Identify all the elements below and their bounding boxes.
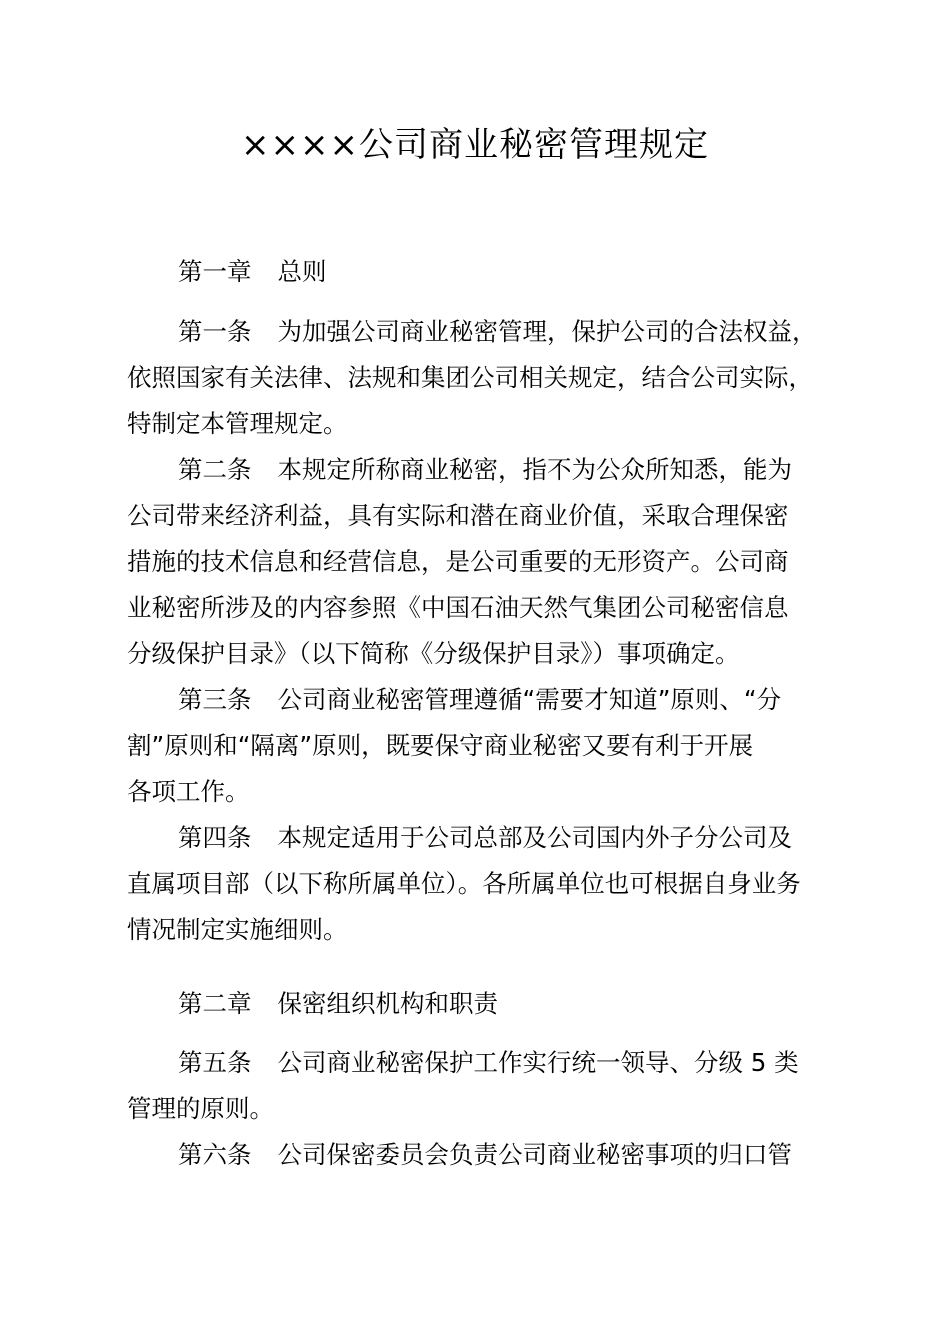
document-title: ××××公司商业秘密管理规定: [241, 125, 709, 165]
article-line: 措施的技术信息和经营信息，是公司重要的无形资产。公司商: [127, 547, 789, 576]
article-label: 第四条: [178, 823, 252, 852]
article-text: 本规定适用于公司总部及公司国内外子分公司及: [277, 823, 792, 852]
article-text: 公司商业秘密保护工作实行统一领导、分级 5 类: [277, 1048, 799, 1077]
article-line: 特制定本管理规定。: [127, 409, 348, 438]
article-line: 管理的原则。: [127, 1094, 274, 1123]
article-line: 各项工作。: [127, 777, 250, 806]
article-line: 公司带来经济利益，具有实际和潜在商业价值，采取合理保密: [127, 501, 789, 530]
article-line: 业秘密所涉及的内容参照《中国石油天然气集团公司秘密信息: [127, 593, 789, 622]
article-text: 本规定所称商业秘密，指不为公众所知悉，能为: [277, 455, 792, 484]
article-line: 情况制定实施细则。: [127, 915, 348, 944]
chapter-title: 保密组织机构和职责: [277, 989, 498, 1018]
article-line: 直属项目部（以下称所属单位）。各所属单位也可根据自身业务: [127, 869, 801, 898]
chapter-label: 第二章: [178, 989, 252, 1018]
article-line: [178, 447, 792, 493]
article-line: 分级保护目录》（以下简称《分级保护目录》）事项确定。: [127, 639, 740, 668]
chapter-heading: [178, 981, 498, 1027]
article-text: 公司保密委员会负责公司商业秘密事项的归口管: [277, 1140, 792, 1169]
article-text: 公司商业秘密管理遵循“需要才知道”原则、“分: [277, 685, 782, 714]
article-label: 第三条: [178, 685, 252, 714]
article-label: 第一条: [178, 317, 252, 346]
article-label: 第二条: [178, 455, 252, 484]
article-label: 第五条: [178, 1048, 252, 1077]
article-label: 第六条: [178, 1140, 252, 1169]
article-line: [178, 309, 817, 355]
article-line: [178, 677, 781, 723]
article-line: 割”原则和“隔离”原则，既要保守商业秘密又要有利于开展: [127, 731, 754, 760]
chapter-title: 总则: [277, 257, 327, 286]
chapter-label: 第一章: [178, 257, 252, 286]
chapter-heading: [178, 249, 327, 295]
article-line: [178, 815, 792, 861]
article-line: [178, 1040, 799, 1086]
article-text: 为加强公司商业秘密管理，保护公司的合法权益，: [277, 317, 817, 346]
article-line: 依照国家有关法律、法规和集团公司相关规定，结合公司实际，: [127, 363, 813, 392]
article-line: [178, 1132, 792, 1178]
